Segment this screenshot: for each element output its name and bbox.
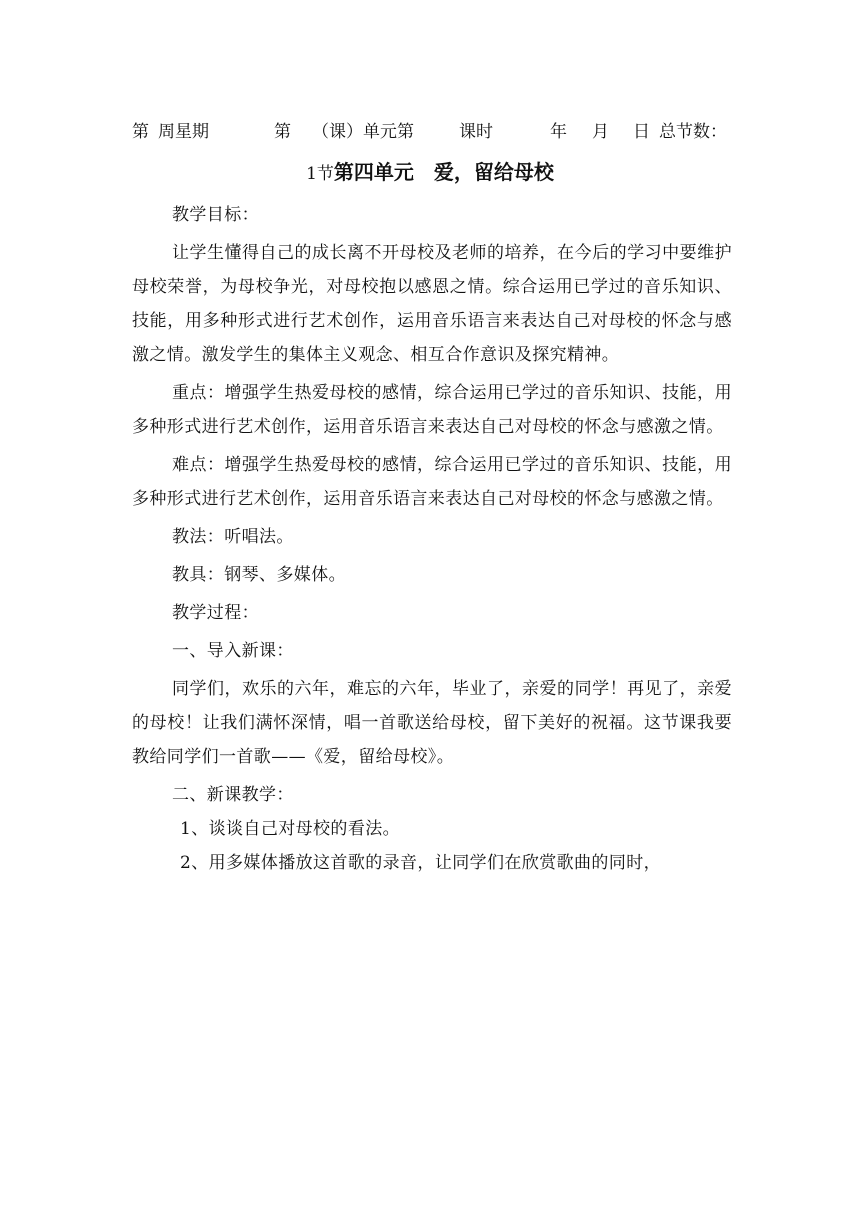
step-item-1: 1、谈谈自己对母校的看法。 — [180, 819, 401, 839]
title-main: 第四单元 爱，留给母校 — [333, 160, 554, 184]
process-heading: 教学过程： — [172, 603, 259, 623]
title-prefix: 1节 — [306, 164, 334, 184]
new-lesson-heading: 二、新课教学： — [172, 785, 294, 805]
step-item-2: 2、用多媒体播放这首歌的录音，让同学们在欣赏歌曲的同时， — [180, 853, 662, 873]
header-field-week-prefix: 第 — [132, 122, 149, 142]
lesson-title — [0, 155, 860, 189]
objectives-heading: 教学目标： — [172, 205, 259, 225]
header-field-total-periods: 总节数： — [659, 122, 727, 142]
key-points-paragraph: 重点：增强学生热爱母校的感情，综合运用已学过的音乐知识、技能，用多种形式进行艺术创作，运用音乐语言来表达自己对母校的怀念与感激之情。 — [132, 383, 732, 437]
intro-heading: 一、导入新课： — [172, 641, 294, 661]
teaching-method: 教法：听唱法。 — [172, 527, 294, 547]
header-field-lesson-prefix: 第 — [274, 122, 291, 142]
lesson-body — [132, 198, 732, 880]
header-field-unit: （课）单元第 — [312, 122, 414, 142]
header-field-period: 课时 — [459, 122, 493, 142]
intro-paragraph: 同学们，欢乐的六年，难忘的六年，毕业了，亲爱的同学！再见了，亲爱的母校！让我们满怀深情，唱一首歌送给母校，留下美好的祝福。这节课我要教给同学们一首歌——《爱，留给母校》。 — [132, 679, 732, 767]
objectives-paragraph: 让学生懂得自己的成长离不开母校及老师的培养，在今后的学习中要维护母校荣誉，为母校争光，对母校抱以感恩之情。综合运用已学过的音乐知识、技能，用多种形式进行艺术创作，运用音乐语言来表达自己对母校的怀念与感激之情。激发学生的集体主义观念、相互合作意识及探究精神。 — [132, 243, 732, 365]
header-field-weekday: 周星期 — [158, 122, 209, 142]
teaching-tools: 教具：钢琴、多媒体。 — [172, 565, 346, 585]
header-field-year: 年 — [550, 122, 567, 142]
lesson-header-line — [132, 117, 732, 147]
difficulties-paragraph: 难点：增强学生热爱母校的感情，综合运用已学过的音乐知识、技能，用多种形式进行艺术创作，运用音乐语言来表达自己对母校的怀念与感激之情。 — [132, 455, 732, 509]
header-field-day: 日 — [633, 122, 650, 142]
header-field-month: 月 — [592, 122, 609, 142]
